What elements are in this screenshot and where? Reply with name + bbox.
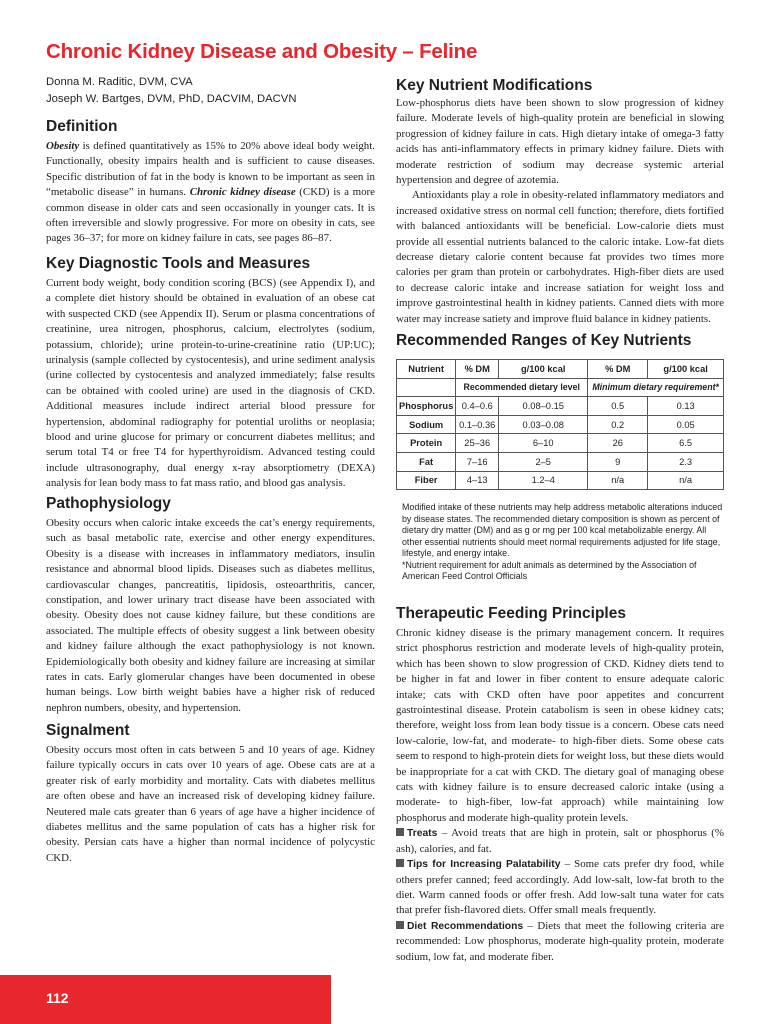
pathophysiology-section	[46, 494, 375, 716]
subheader-minimum: Minimum dietary requirement*	[588, 378, 724, 397]
feeding-text: Chronic kidney disease is the primary management concern. It requires strict phosphorus restriction and moderate levels of high-quality protein, which has been shown to slow progression of CKD. Kidney diets tend to be higher in fat and lower in fiber content to ensure adequate caloric intake; cats with CKD often have poor appetites and concurrent gastrointestinal disease. Protein catabolism is seen in obese kidney cats; therefore, weight loss from lean body tissue is a concern. Obese cats need low-calorie, low-fat, and moderate- to high-fiber diets. Some obese cats seem to respond to high-protein diets for weight loss, but these diets would be inappropriate for a cat with CKD. The dietary goal of managing obese cats with kidney failure is to ensure decreased caloric intake (using a moderate- to high-fiber, low-fat approach) while maintaining low phosphorus and moderate high-quality protein levels.	[396, 627, 724, 824]
table-cell: 2–5	[499, 452, 588, 471]
feeding-section	[396, 604, 724, 965]
signalment-text: Obesity occurs most often in cats between 5 and 10 years of age. Kidney failure typically occurs in cats over 10 years of age. Obese cats are at a greater risk of early morbidity and mortality. Cats with diabetes mellitus are often obese and have an increased risk of developing kidney failure. Neutered male cats greater than 6 years of age have a higher incidence of diabetes mellitus and the same population of cats has a higher risk for obesity. Persian cats have a higher than normal incidence of polycystic CKD.	[46, 744, 375, 864]
author-list	[46, 74, 296, 108]
ranges-heading: Recommended Ranges of Key Nutrients	[396, 332, 692, 349]
page-title: Chronic Kidney Disease and Obesity – Feline	[46, 40, 478, 63]
square-bullet-icon	[396, 859, 404, 867]
table-cell: n/a	[588, 471, 648, 490]
table-row	[397, 397, 724, 416]
table-row	[397, 452, 724, 471]
square-bullet-icon	[396, 921, 404, 929]
header-min-kcal: g/100 kcal	[648, 360, 724, 379]
definition-text	[46, 139, 375, 247]
treats-paragraph	[396, 826, 724, 857]
table-cell: 7–16	[456, 452, 499, 471]
diagnostic-section	[46, 254, 375, 492]
table-cell: 4–13	[456, 471, 499, 490]
pathophysiology-text: Obesity occurs when caloric intake exceeds the cat’s energy requirements, such as basal metabolic rate, exercise and other energy expenditures. Obesity is a disease with increases in inflammatory mediators, insulin resistance and abnormal blood lipids. Diseases such as diabetes mellitus, cardiovascular changes, pancreatitis, lipidosis, osteoarthritis, cancer, constipation, and lower urinary tract disease have been associated with obesity. Obesity does not cause kidney failure, but these conditions are associated. The multiple effects of obesity suggest a link between obesity and kidney failure although the exact pathophysiology is not known. Epidemiologically both obesity and kidney failure are increasing at similar rates in cats. Early glomerular changes have been documented in obese human beings. Low birth weight babies have a higher risk of reduced nephron numbers, obesity, and hypertension.	[46, 517, 375, 714]
feeding-heading: Therapeutic Feeding Principles	[396, 605, 626, 622]
author-2: Joseph W. Bartges, DVM, PhD, DACVIM, DACVN	[46, 93, 297, 105]
row-label: Protein	[397, 434, 456, 453]
nutrient-modifications-p2: Antioxidants play a role in obesity-related inflammatory mediators and increased oxidative stress on normal cell function; therefore, diets fortified with balanced antioxidants will be beneficial. Low-calorie diets must provide all essential nutrients balanced to the caloric intake. Low-fat diets decrease dietary calorie content because fat provides two times more calories per gram than protein or carbohydrates. High-fiber diets are used to decrease caloric intake and increase satiation for weight loss and improve gastrointestinal health in kidney patients. Canned diets with more water may increase satiety and improve fluid balance in kidney patients.	[396, 189, 724, 325]
header-rec-dm: % DM	[456, 360, 499, 379]
table-note: Modified intake of these nutrients may help address metabolic alterations induced by disease states. The recommended dietary composition is shown as percent of dietary dry matter (DM) and as g or mg per 100 kcal metabolizable energy. All other essential nutrients should meet normal requirements adjusted for life stage, lifestyle, and energy intake.	[402, 502, 723, 559]
table-cell: 0.05	[648, 415, 724, 434]
table-row	[397, 434, 724, 453]
diet-recommendations-paragraph	[396, 919, 724, 965]
square-bullet-icon	[396, 828, 404, 836]
diagnostic-heading: Key Diagnostic Tools and Measures	[46, 255, 311, 272]
definition-section	[46, 117, 375, 247]
table-header-row	[397, 360, 724, 379]
nutrient-modifications-heading: Key Nutrient Modifications	[396, 77, 593, 94]
table-row	[397, 471, 724, 490]
row-label: Sodium	[397, 415, 456, 434]
row-label: Fat	[397, 452, 456, 471]
header-min-dm: % DM	[588, 360, 648, 379]
table-cell: 0.13	[648, 397, 724, 416]
author-1: Donna M. Raditic, DVM, CVA	[46, 76, 193, 88]
nutrient-modifications-section	[396, 76, 724, 327]
table-cell: 0.4–0.6	[456, 397, 499, 416]
table-subheader-row	[397, 378, 724, 397]
definition-heading: Definition	[46, 118, 118, 135]
table-cell: 0.1–0.36	[456, 415, 499, 434]
diet-recommendations-label: Diet Recommendations	[407, 920, 524, 932]
table-cell: 6.5	[648, 434, 724, 453]
table-cell: 0.08–0.15	[499, 397, 588, 416]
diagnostic-text: Current body weight, body condition scoring (BCS) (see Appendix I), and a complete diet history should be obtained in evaluation of an obese cat with suspected CKD (see Appendix II). Serum or plasma concentrations of creatinine, urea nitrogen, phosphorus, calcium, electrolytes (sodium, potassium, chloride); urine protein-to-urine-creatinine ratio (UP:UC); urinalysis (sample collected by cystocentesis), and urine sediment analysis (urine collected by cystocentesis and analyzed immediately; false results can be obtained with cooled urine) are used in the diagnosis of CKD. Additional measures include indirect arterial blood pressure for hypertension, abdominal radiography for potential uroliths or neoplasia; blood and urine glucose for primary or concurrent diabetes mellitus; and serum total T4 or free T4 for hyperthyroidism. Advanced testing could include ultrasonography, dual energy x-ray absorptiometry (DEXA) analysis for lean body mass to fat mass ratio, and blood gas analysis.	[46, 277, 375, 490]
table-cell: 0.2	[588, 415, 648, 434]
obesity-term: Obesity	[46, 140, 80, 152]
signalment-section	[46, 721, 375, 866]
row-label: Phosphorus	[397, 397, 456, 416]
definition-text-part1: is defined quantitatively as 15% to 20% above ideal body weight. Functionally, obesity impairs health and is sufficient to cause diseases. Specific distribution of fat in the body is known to be important as seen in “metabolic disease” in humans.	[46, 140, 375, 199]
treats-label: Treats	[407, 828, 438, 840]
page-number: 112	[46, 990, 69, 1006]
table-cell: 26	[588, 434, 648, 453]
table-cell: 25–36	[456, 434, 499, 453]
table-cell: 2.3	[648, 452, 724, 471]
nutrient-modifications-p1: Low-phosphorus diets have been shown to slow progression of kidney failure. Moderate levels of high-quality protein are beneficial in slowing progression of kidney failure in cats. High dietary intake of omega-3 fatty acids has anti-inflammatory effects in primary kidney failure. Diets with moderate restriction of sodium may decrease systemic arterial hypertension and degree of azotemia.	[396, 97, 724, 187]
table-notes	[396, 502, 724, 583]
header-rec-kcal: g/100 kcal	[499, 360, 588, 379]
table-cell: 9	[588, 452, 648, 471]
subheader-recommended: Recommended dietary level	[456, 378, 588, 397]
table-cell: 0.03–0.08	[499, 415, 588, 434]
palatability-paragraph	[396, 857, 724, 919]
table-row	[397, 415, 724, 434]
table-cell: 0.5	[588, 397, 648, 416]
ckd-term: Chronic kidney disease	[189, 186, 296, 199]
signalment-heading: Signalment	[46, 722, 130, 739]
definition-text-part2: (CKD) is a more common disease in older cats and seen occasionally in younger cats. It is often irreversible and slowly progressive. For more on obesity in cats, see pages 36–37; for more on kidney failure in cats, see pages 86–87.	[46, 186, 375, 245]
table-footnote: *Nutrient requirement for adult animals as determined by the Association of American Feed Control Officials	[402, 559, 697, 582]
diet-recommendations-text: – Diets that meet the following criteria are recommended: Low phosphorus, moderate high-quality protein, moderate sodium, low fat, and moderate fiber.	[396, 919, 724, 963]
table-cell: n/a	[648, 471, 724, 490]
row-label: Fiber	[397, 471, 456, 490]
header-nutrient: Nutrient	[397, 360, 456, 379]
ranges-section	[396, 331, 724, 583]
table-cell: 6–10	[499, 434, 588, 453]
treats-text: – Avoid treats that are high in protein, salt or phosphorus (% ash), calories, and fat.	[396, 827, 724, 855]
pathophysiology-heading: Pathophysiology	[46, 495, 171, 512]
nutrient-ranges-table	[396, 359, 724, 490]
table-cell: 1.2–4	[499, 471, 588, 490]
palatability-text: – Some cats prefer dry food, while others prefer canned; feed accordingly. Add low-salt, low-fat broth to the diet. Warm canned foods or offer fresh. Add low-salt tuna water for cats that prefer fish-flavored diets. Offer small meals frequently.	[396, 858, 724, 917]
palatability-label: Tips for Increasing Palatability	[407, 859, 561, 871]
